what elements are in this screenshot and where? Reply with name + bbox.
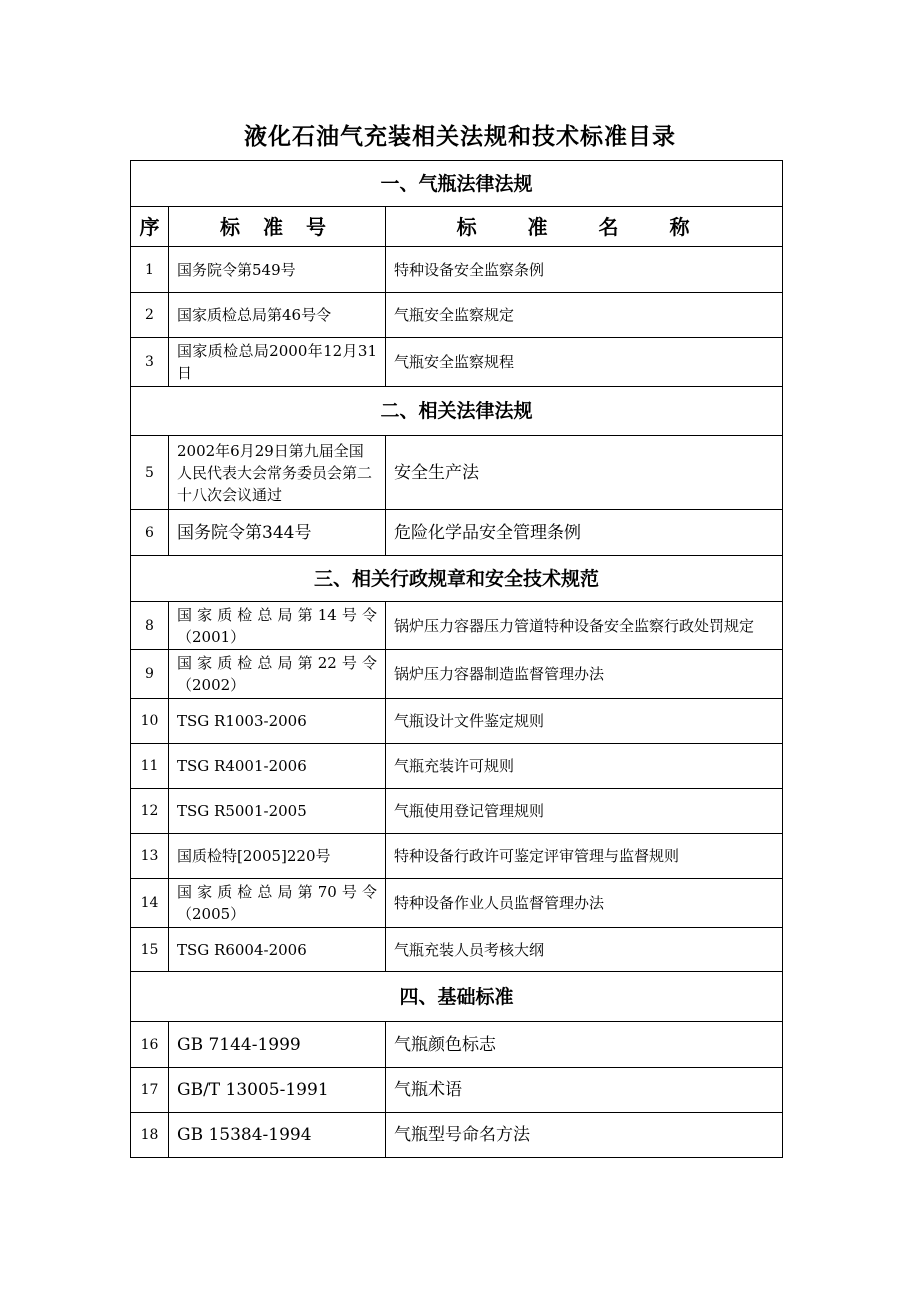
row-no: 15 [131,928,169,972]
header-name: 标 准 名 称 [386,207,783,247]
table-header [131,207,783,247]
table-row [131,1113,783,1158]
row-no: 13 [131,834,169,879]
table-row [131,699,783,744]
row-code: TSG R4001-2006 [169,744,386,789]
row-code: 国家质检总局第46号令 [169,293,386,338]
section-heading [131,161,783,207]
row-no: 17 [131,1068,169,1113]
row-name: 锅炉压力容器压力管道特种设备安全监察行政处罚规定 [386,602,783,650]
table-row [131,650,783,699]
section-heading [131,972,783,1022]
row-name: 气瓶颜色标志 [386,1022,783,1068]
header-code: 标 准 号 [169,207,386,247]
row-no: 12 [131,789,169,834]
row-no: 11 [131,744,169,789]
row-no: 10 [131,699,169,744]
section-title: 一、气瓶法律法规 [131,161,783,207]
row-code: TSG R5001-2005 [169,789,386,834]
row-no: 3 [131,338,169,387]
row-code: 国质检特[2005]220号 [169,834,386,879]
table-row [131,510,783,556]
row-code: 国家质检总局2000年12月31日 [169,338,386,387]
regulations-table [130,160,783,1158]
row-name: 危险化学品安全管理条例 [386,510,783,556]
section-title: 四、基础标准 [131,972,783,1022]
row-code: 国务院令第549号 [169,247,386,293]
document-title: 液化石油气充装相关法规和技术标准目录 [244,124,676,150]
section-heading [131,556,783,602]
row-code: TSG R6004-2006 [169,928,386,972]
row-no: 9 [131,650,169,699]
row-code: 2002年6月29日第九届全国人民代表大会常务委员会第二十八次会议通过 [169,436,386,510]
row-code: GB/T 13005-1991 [169,1068,386,1113]
row-code: 国家质检总局第22号令（2002） [169,650,386,699]
row-no: 1 [131,247,169,293]
table-row [131,247,783,293]
row-name: 气瓶安全监察规定 [386,293,783,338]
row-name: 气瓶充装人员考核大纲 [386,928,783,972]
row-no: 14 [131,879,169,928]
row-no: 6 [131,510,169,556]
row-name: 特种设备作业人员监督管理办法 [386,879,783,928]
row-code: 国家质检总局第70号令（2005） [169,879,386,928]
row-code: GB 7144-1999 [169,1022,386,1068]
table-row [131,1068,783,1113]
row-code: 国务院令第344号 [169,510,386,556]
table-row [131,602,783,650]
table-row [131,928,783,972]
row-no: 5 [131,436,169,510]
table-row [131,293,783,338]
row-name: 气瓶术语 [386,1068,783,1113]
section-title: 二、相关法律法规 [131,387,783,436]
header-no: 序 [131,207,169,247]
row-code: 国家质检总局第14号令（2001） [169,602,386,650]
row-name: 气瓶设计文件鉴定规则 [386,699,783,744]
section-title: 三、相关行政规章和安全技术规范 [131,556,783,602]
table-row [131,436,783,510]
row-name: 气瓶安全监察规程 [386,338,783,387]
row-no: 16 [131,1022,169,1068]
table-row [131,338,783,387]
row-no: 8 [131,602,169,650]
row-no: 18 [131,1113,169,1158]
row-name: 特种设备行政许可鉴定评审管理与监督规则 [386,834,783,879]
row-name: 安全生产法 [386,436,783,510]
table-row [131,789,783,834]
row-name: 气瓶型号命名方法 [386,1113,783,1158]
section-heading [131,387,783,436]
row-code: GB 15384-1994 [169,1113,386,1158]
row-code: TSG R1003-2006 [169,699,386,744]
row-name: 特种设备安全监察条例 [386,247,783,293]
row-name: 气瓶使用登记管理规则 [386,789,783,834]
table-row [131,1022,783,1068]
row-name: 气瓶充装许可规则 [386,744,783,789]
row-no: 2 [131,293,169,338]
table-row [131,879,783,928]
table-row [131,744,783,789]
table-row [131,834,783,879]
row-name: 锅炉压力容器制造监督管理办法 [386,650,783,699]
